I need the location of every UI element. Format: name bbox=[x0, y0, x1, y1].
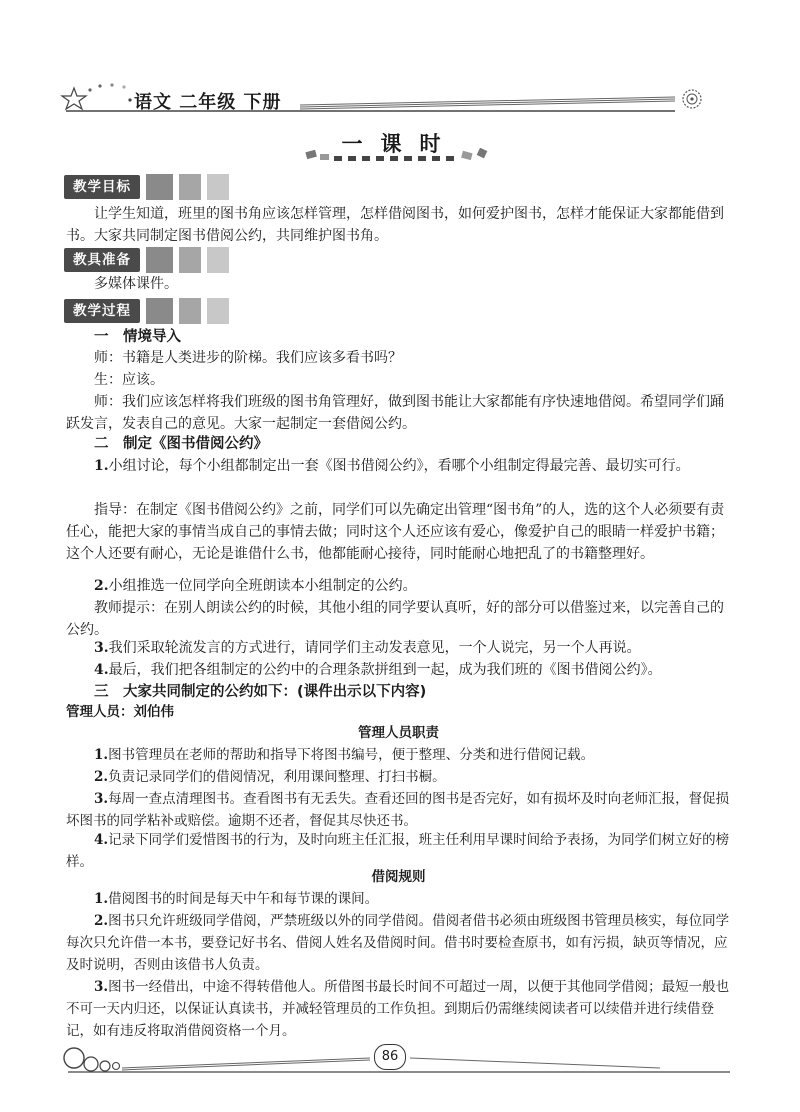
title-underline-decoration bbox=[300, 148, 500, 168]
banner-block bbox=[179, 298, 201, 324]
guidance-text bbox=[66, 499, 731, 565]
duty-number: 4. bbox=[94, 832, 109, 848]
rules-title: 借阅规则 bbox=[371, 869, 426, 885]
step-text: 我们采取轮流发言的方式进行，请同学们主动发表意见，一个人说完，另一个人再说。 bbox=[108, 640, 641, 656]
step-text: 最后，我们把各组制定的公约中的合理条款拼组到一起，成为我们班的《图书借阅公约》。 bbox=[108, 662, 662, 678]
banner-block bbox=[179, 247, 201, 273]
bubble-icon bbox=[64, 1048, 84, 1068]
rule-number: 1. bbox=[94, 891, 109, 907]
duty-number: 1. bbox=[94, 747, 109, 763]
duty-text: 负责记录同学们的借阅情况，利用课间整理、打扫书橱。 bbox=[108, 769, 446, 785]
duty-item bbox=[66, 788, 731, 832]
rule-text: 图书只允许班级同学借阅，严禁班级以外的同学借阅。借阅者借书必须由班级图书管理员核实，每位同学每次只允许借一本书，要登记好书名、借阅人姓名及借阅时间。借书时要检查原书，如有污损，缺页等情况，应及时说明，否则由该借书人负责。 bbox=[66, 913, 730, 973]
duty-text: 图书管理员在老师的帮助和指导下将图书编号，便于整理、分类和进行借阅记载。 bbox=[108, 747, 595, 763]
step-number: 2. bbox=[94, 578, 109, 594]
duty-item bbox=[66, 744, 731, 766]
rule-text: 借阅图书的时间是每天中午和每节课的课间。 bbox=[108, 891, 379, 907]
banner-block bbox=[146, 247, 173, 273]
lesson-title: 一课时 bbox=[341, 132, 459, 156]
step-text: 小组推选一位同学向全班朗读本小组制定的公约。 bbox=[108, 578, 417, 594]
dialogue-line: 师：我们应该怎样将我们班级的图书角管理好，做到图书能让大家都能有序快速地借阅。希望同学们踊跃发言，发表自己的意见。大家一起制定一套借阅公约。 bbox=[66, 394, 724, 432]
step-text: 小组讨论，每个小组都制定出一套《图书借阅公约》，看哪个小组制定得最完善、最切实可行。 bbox=[108, 458, 690, 474]
rule-number: 2. bbox=[94, 913, 109, 929]
step-number: 1. bbox=[94, 458, 109, 474]
section-label: 教学过程 bbox=[64, 299, 140, 323]
banner-block bbox=[207, 174, 229, 200]
step-item bbox=[66, 659, 731, 681]
goals-text: 让学生知道，班里的图书角应该怎样管理，怎样借阅图书，如何爱护图书，怎样才能保证大家都能借到书。大家共同制定图书借阅公约，共同维护图书角。 bbox=[66, 206, 724, 244]
duty-text: 每周一查点清理图书。查看图书有无丢失。查看还回的图书是否完好，如有损坏及时向老师汇报，督促损坏图书的同学粘补或赔偿。逾期不还者，督促其尽快还书。 bbox=[66, 791, 730, 829]
dialogue-line: 生：应该。 bbox=[94, 372, 164, 388]
banner-block bbox=[146, 298, 173, 324]
rule-item bbox=[66, 910, 731, 976]
banner-block bbox=[146, 174, 173, 200]
section-label: 教具准备 bbox=[64, 248, 140, 272]
part1-heading: 一 情境导入 bbox=[94, 329, 181, 345]
rule-item bbox=[66, 976, 731, 1042]
teacher-tip bbox=[66, 597, 731, 641]
banner-block bbox=[207, 298, 229, 324]
step-item bbox=[66, 637, 731, 659]
manager-name: 管理人员：刘伯伟 bbox=[66, 704, 174, 720]
section-label: 教学目标 bbox=[64, 175, 140, 199]
step-item bbox=[66, 455, 731, 477]
banner-block bbox=[207, 247, 229, 273]
part2-heading: 二 制定《图书借阅公约》 bbox=[94, 436, 268, 452]
step-item bbox=[66, 575, 731, 597]
duty-number: 3. bbox=[94, 791, 109, 807]
prep-text: 多媒体课件。 bbox=[94, 276, 178, 292]
header-title: 语文 二年级 下册 bbox=[134, 92, 282, 113]
dialogue-line: 师：书籍是人类进步的阶梯。我们应该多看书吗？ bbox=[94, 350, 402, 366]
rule-item bbox=[66, 888, 731, 910]
step-number: 4. bbox=[94, 662, 109, 678]
rule-number: 3. bbox=[94, 979, 109, 995]
section-banner-process bbox=[64, 298, 229, 324]
step-text: 指导：在制定《图书借阅公约》之前，同学们可以先确定出管理“图书角”的人，选的这个人必须要有责任心，能把大家的事情当成自己的事情去做；同时这个人还应该有爱心，像爱护自己的眼睛一样爱护书籍；这个人还要有耐心，无论是谁借什么书，他都能耐心接待，同时能耐心地把乱了的书籍整理好。 bbox=[66, 502, 725, 562]
banner-block bbox=[179, 174, 201, 200]
duties-title: 管理人员职责 bbox=[358, 725, 439, 741]
step-text: 教师提示：在别人朗读公约的时候，其他小组的同学要认真听，好的部分可以借鉴过来，以完善自己的公约。 bbox=[66, 600, 724, 638]
step-number: 3. bbox=[94, 640, 109, 656]
duty-item bbox=[66, 766, 731, 788]
rule-text: 图书一经借出，中途不得转借他人。所借图书最长时间不可超过一周，以便于其他同学借阅；最短一般也不可一天内归还，以保证认真读书，并减轻管理员的工作负担。到期后仍需继续阅读者可以续借并进行续借登记，如有违反将取消借阅资格一个月。 bbox=[66, 979, 730, 1039]
section-banner-goals bbox=[64, 174, 229, 200]
duty-number: 2. bbox=[94, 769, 109, 785]
part3-heading: 三 大家共同制定的公约如下：(课件出示以下内容) bbox=[94, 684, 427, 700]
page-number: 86 bbox=[374, 1044, 406, 1070]
star-icon bbox=[62, 88, 86, 109]
section-banner-prep bbox=[64, 247, 229, 273]
duty-text: 记录下同学们爱惜图书的行为，及时向班主任汇报，班主任利用早课时间给予表扬，为同学们树立好的榜样。 bbox=[66, 832, 730, 870]
